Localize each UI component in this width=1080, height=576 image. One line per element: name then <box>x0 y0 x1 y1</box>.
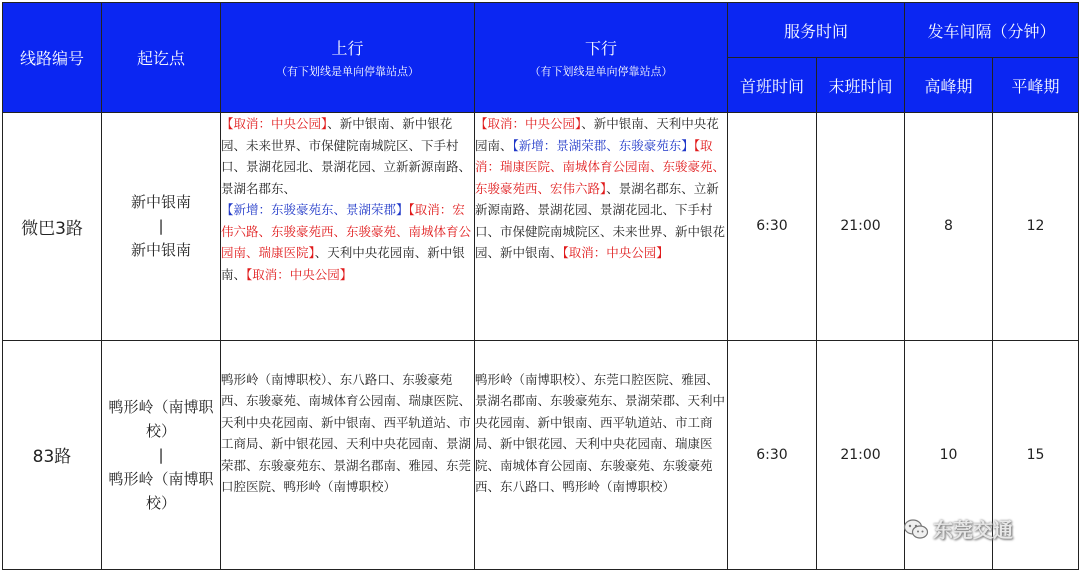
route-number: 83路 <box>3 340 102 569</box>
header-down <box>475 3 728 113</box>
route-number: 微巴3路 <box>3 113 102 340</box>
cancelled-stops: 【取消：瑞康医院、南城体育公园南、东骏豪苑、东骏豪苑西、宏伟六路】 <box>475 137 726 196</box>
cancelled-stops: 【取消：中央公园】 <box>246 266 353 282</box>
first-bus-time: 6:30 <box>728 340 817 569</box>
route-terminals <box>102 340 221 569</box>
terminal-separator: | <box>158 445 164 464</box>
up-stops <box>221 113 475 340</box>
down-stops <box>475 340 728 569</box>
peak-interval: 10 <box>905 340 993 569</box>
header-last-bus: 末班时间 <box>817 58 905 113</box>
offpeak-interval: 12 <box>993 113 1079 340</box>
cancelled-stops: 【取消：中央公园】 <box>562 245 669 261</box>
last-bus-time: 21:00 <box>817 113 905 340</box>
stop-list-text: 鸭形岭（南博职校）、东莞口腔医院、雅园、景湖名郡南、东骏豪苑东、景湖荣郡、天利中央花园南、新中银南、西平轨道站、市工商局、新中银花园、天利中央花园南、瑞康医院、南城体育公园南、东骏豪苑、东骏豪苑西、东八路口、鸭形岭（南博职校） <box>475 371 726 495</box>
peak-interval: 8 <box>905 113 993 340</box>
header-up <box>221 3 475 113</box>
table-row <box>3 113 1079 340</box>
stop-list-text: 、景湖名郡东、立新新源南路、景湖花园、景湖花园北、下手村口、市保健院南城院区、未来世界、新中银花园、新中银南、 <box>475 180 726 261</box>
bus-route-table <box>2 2 1079 570</box>
last-bus-time: 21:00 <box>817 340 905 569</box>
terminal-end: 鸭形岭（南博职校） <box>108 469 214 512</box>
down-stops <box>475 113 728 340</box>
cancelled-stops: 【取消：中央公园】 <box>221 116 328 132</box>
header-first-bus: 首班时间 <box>728 58 817 113</box>
header-terminals: 起讫点 <box>102 3 221 113</box>
header-row <box>3 3 1079 58</box>
stop-list-text: 、天利中央花园南、新中银南、 <box>221 245 465 282</box>
stop-list-text: 、新中银南、新中银花园、未来世界、市保健院南城院区、下手村口、景湖花园北、景湖花园、立新新源南路、景湖名郡东、 <box>221 116 472 196</box>
header-down-note: （有下划线是单向停靠站点） <box>529 65 673 79</box>
up-stops <box>221 340 475 569</box>
first-bus-time: 6:30 <box>728 113 817 340</box>
cancelled-stops: 【取消：中央公园】 <box>475 116 582 132</box>
watermark <box>903 514 1013 543</box>
offpeak-interval: 15 <box>993 340 1079 569</box>
added-stops: 【新增：东骏豪苑东、景湖荣郡】 <box>221 202 409 218</box>
header-down-label: 下行 <box>584 39 617 59</box>
stop-list-text: 鸭形岭（南博职校）、东八路口、东骏豪苑西、东骏豪苑、南城体育公园南、瑞康医院、天利中央花园南、新中银南、西平轨道站、市工商局、新中银花园、天利中央花园南、景湖荣郡、东骏豪苑东、景湖名郡南、雅园、东莞口腔医院、鸭形岭（南博职校） <box>221 371 472 495</box>
header-offpeak: 平峰期 <box>993 58 1079 113</box>
header-peak: 高峰期 <box>905 58 993 113</box>
header-up-note: （有下划线是单向停靠站点） <box>276 65 419 79</box>
header-route-no: 线路编号 <box>3 3 102 113</box>
route-terminals <box>102 113 221 340</box>
terminal-end: 新中银南 <box>130 241 191 260</box>
header-up-label: 上行 <box>331 39 364 59</box>
terminal-separator: | <box>158 217 164 236</box>
cancelled-stops: 【取消：宏伟六路、东骏豪苑西、东骏豪苑、南城体育公园南、瑞康医院】 <box>221 202 472 261</box>
header-interval: 发车间隔（分钟） <box>905 3 1079 58</box>
watermark-text: 东莞交通 <box>933 518 1013 542</box>
header-service-time: 服务时间 <box>728 3 905 58</box>
added-stops: 【新增：景湖荣郡、东骏豪苑东】 <box>512 137 694 153</box>
terminal-start: 新中银南 <box>130 193 191 212</box>
terminal-start: 鸭形岭（南博职校） <box>108 397 214 440</box>
wechat-icon <box>903 518 929 540</box>
stop-list-text: 、新中银南、天利中央花园南、 <box>475 116 719 153</box>
